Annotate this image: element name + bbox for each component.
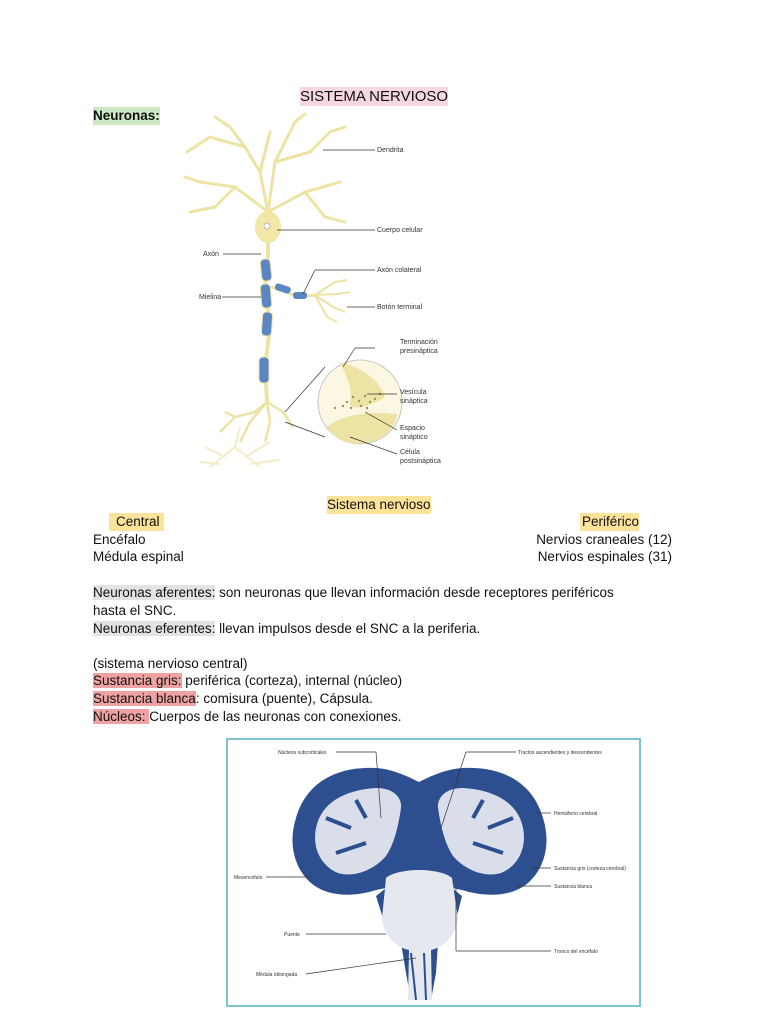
peripheral-item: Nervios craneales (12) (536, 532, 672, 547)
label-vesicula-2: sináptica (400, 398, 428, 405)
label-axon-colateral: Axón colateral (377, 267, 422, 274)
definition-text: llevan impulsos desde el SNC a la periferia. (215, 621, 481, 636)
item-text: : comisura (puente), Cápsula. (195, 691, 373, 706)
term: Neuronas aferentes: (93, 585, 216, 600)
label-terminacion: Terminación (400, 339, 438, 346)
definition-text: son neuronas que llevan información desde receptores periféricos (215, 585, 614, 600)
item-text: Cuerpos de las neuronas con conexiones. (149, 709, 402, 724)
peripheral-item: Nervios espinales (31) (537, 549, 672, 564)
term: Neuronas eferentes: (93, 621, 216, 636)
definition-eferentes (93, 620, 480, 638)
definition-aferentes (93, 584, 614, 602)
neuron-heading: Neuronas: (93, 108, 160, 123)
label-medula: Médula oblongada (256, 972, 298, 978)
neuron-diagram (175, 112, 460, 472)
label-nucleos: Núcleos subcorticales (278, 750, 327, 756)
label-espacio-2: sináptico (400, 434, 428, 441)
central-item: Médula espinal (93, 549, 184, 564)
label-celula-2: postsináptica (400, 458, 441, 465)
label-dendrita: Dendrita (377, 147, 404, 154)
definition-aferentes-cont: hasta el SNC. (93, 603, 177, 618)
item-text: periférica (corteza), internal (núcleo) (181, 673, 403, 688)
label-vesicula: Vesícula (400, 389, 427, 396)
term: Sustancia gris: (93, 673, 182, 688)
label-puente: Puente (284, 932, 300, 938)
label-mielina: Mielina (199, 294, 222, 301)
label-tronco: Tronco del encéfalo (554, 949, 598, 955)
terminal-button (315, 280, 350, 322)
central-item: Encéfalo (93, 532, 146, 547)
label-mesencefalo: Mesencéfalo (234, 875, 263, 881)
central-item-blanca (93, 690, 373, 708)
classification-heading: Sistema nervioso (327, 497, 431, 512)
label-boton: Botón terminal (377, 304, 423, 311)
central-label: Central (109, 513, 164, 531)
central-item-gris (93, 672, 402, 690)
label-celula: Célula (400, 449, 420, 456)
label-terminacion-2: presináptica (400, 348, 438, 355)
dendrites (185, 114, 345, 222)
peripheral-label: Periférico (582, 514, 640, 529)
brain-figure (226, 738, 641, 1008)
term: Núcleos: (93, 709, 150, 724)
label-sustancia-gris: Sustancia gris (corteza cerebral) (554, 866, 626, 872)
central-item-nucleos (93, 708, 401, 726)
central-intro: (sistema nervioso central) (93, 656, 248, 671)
myelin-sheath (259, 259, 273, 383)
label-hemisferio: Hemisferio cerebral (554, 811, 598, 817)
label-cuerpo: Cuerpo celular (377, 227, 423, 234)
label-sustancia-blanca: Sustancia blanca (554, 884, 593, 890)
label-axon: Axón (203, 251, 219, 258)
page-title: SISTEMA NERVIOSO (300, 88, 449, 105)
collateral-myelin (274, 283, 307, 299)
term: Sustancia blanca (93, 691, 196, 706)
label-espacio: Espacio (400, 425, 425, 432)
axon-terminals (220, 402, 293, 442)
nucleus (264, 223, 270, 229)
label-tractos: Tractos ascendientes y descendentes (518, 750, 602, 756)
